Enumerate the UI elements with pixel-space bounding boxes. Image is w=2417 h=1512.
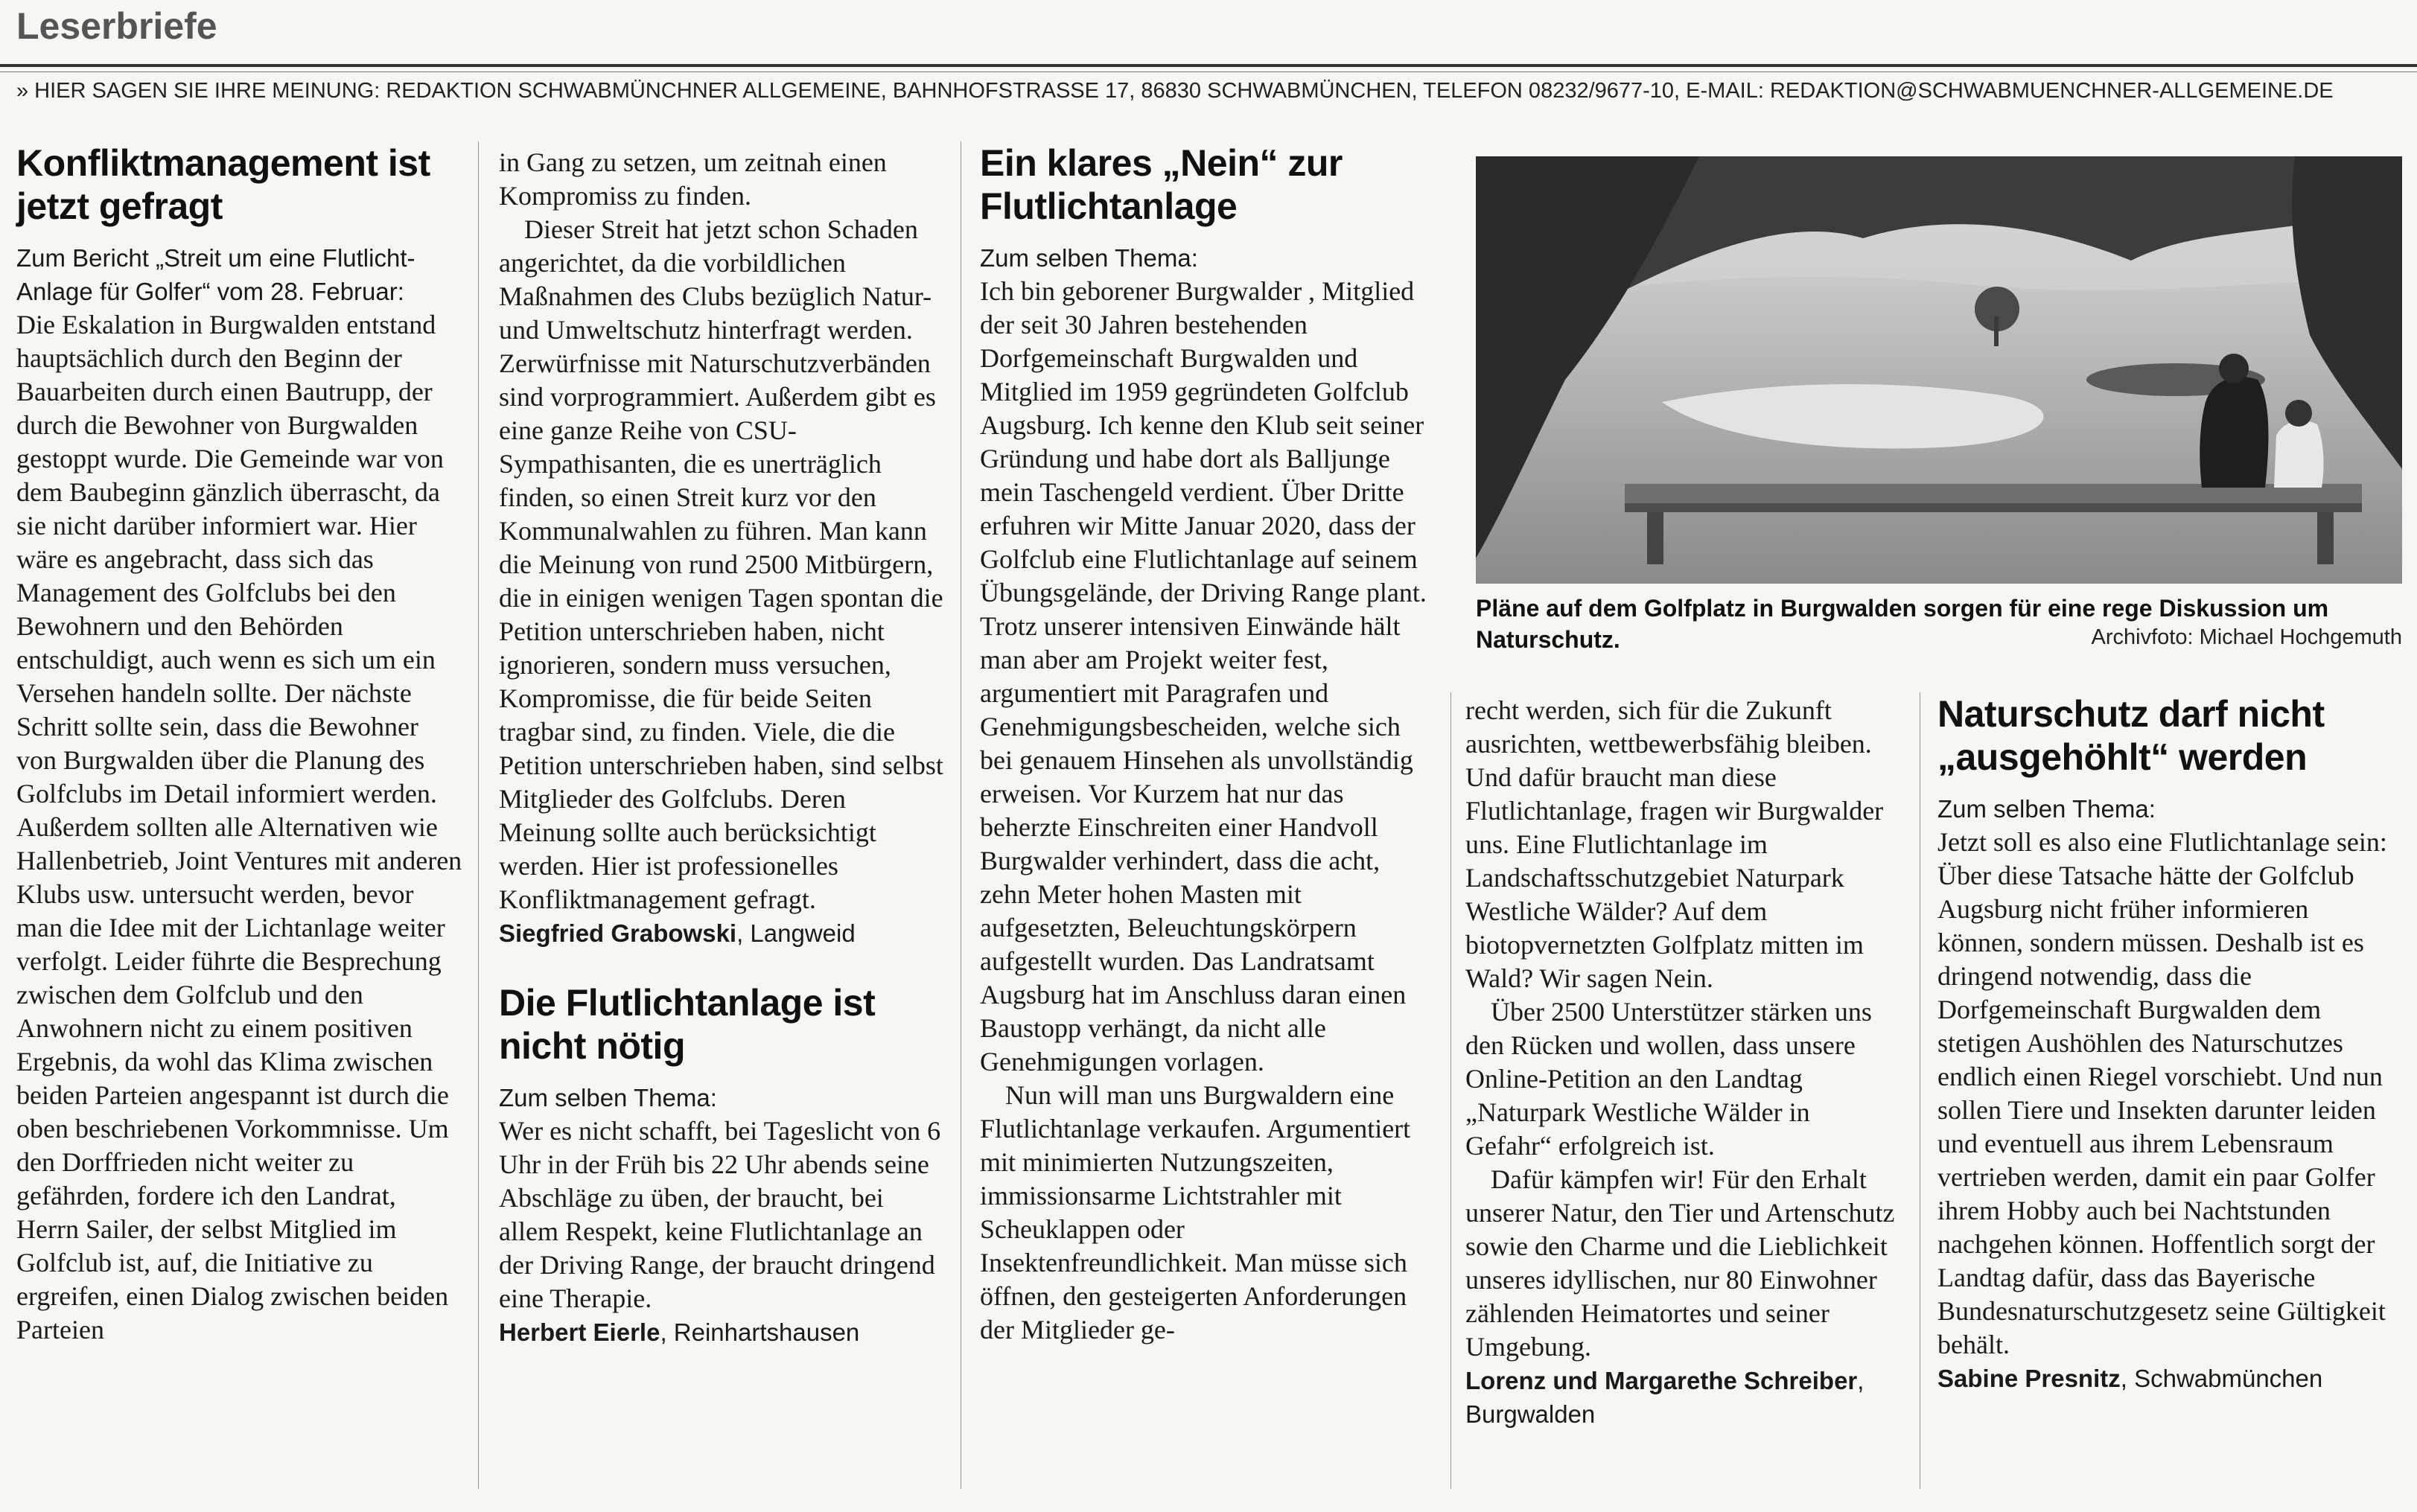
body-letter-3-part-1: Ich bin geborener Burgwalder , Mitglied der seit 30 Jahren bestehenden Dorfgemeinschaft Burgwalden und Mitglied im 1959 gegründeten Golfclub Augsburg. Ich kenne den Klub seit seiner Gründung und habe dort als Balljunge mein Taschengeld verdient. Über Dritte erfuhren wir Mitte Januar 2020, dass der Golfclub eine Flutlichtanlage auf seinem Übungsgelände, der Driving Range plant. Trotz unserer intensiven Einwände hält man aber am Projekt weiter fest, argumentiert mit Paragrafen und Genehmigungsbescheiden, welche sich bei genauem Hinsehen als unvollständig erweisen. Vor Kurzem hat nur das beherzte Einschreiten einer Handvoll Burgwalder verhindert, dass die acht, zehn Meter hohen Masten mit aufgesetzten, Beleuchtungskörpern aufgestellt wurden. Das Landratsamt Augsburg hat im Anschluss daran einen Baustopp verhängt, da nicht alle Genehmigungen vorlagen. (980, 276, 1427, 1076)
photo-illustration (1476, 156, 2402, 584)
body-letter-3-part-3: recht werden, sich für die Zukunft ausrichten, wettbewerbsfähig bleiben. Und dafür braucht man diese Flutlichtanlage, fragen wir Burgwalder uns. Eine Flutlichtanlage im Landschaftsschutzgebiet Naturpark Westliche Wälder? Auf dem biotopvernetzten Golfplatz mitten im Wald? Wir sagen Nein. (1465, 695, 1884, 993)
author-letter-1 (499, 916, 946, 950)
header-rule-thin (0, 71, 2417, 72)
author-place2-letter-3: Burgwalden (1465, 1400, 1596, 1428)
body-letter-4: Jetzt soll es also eine Flutlichtanlage sein: Über diese Tatsache hätte der Golfclub Augsburg nicht früher informieren können, sondern müssen. Deshalb ist es dringend notwendig, dass die Dorfgemeinschaft Burgwalden dem stetigen Aushöhlen des Naturschutzes endlich einen Riegel vorschiebt. Und nun sollen Tiere und Insekten darunter leiden und eventuell aus ihrem Lebensraum vertrieben werden, damit ein paar Golfer ihrem Hobby auch bei Nachtstunden nachgehen können. Hoffentlich sorgt der Landtag dafür, dass das Bayerische Bundesnaturschutzgesetz seine Gültigkeit behält. (1937, 827, 2387, 1359)
intro-letter-1: Zum Bericht „Streit um eine Flutlicht-Anlage für Golfer“ vom 28. Februar: (16, 244, 415, 305)
column-4 (1465, 694, 1902, 1431)
body-letter-3-part-5: Dafür kämpfen wir! Für den Erhalt unserer Natur, den Tier und Artenschutz sowie den Charme und die Lieblichkeit unseres idyllischen, nur 80 Einwohner zählenden Heimatortes und seiner Umgebung. (1465, 1164, 1895, 1362)
photo-caption: Pläne auf dem Golfplatz in Burgwalden sorgen für eine rege Diskussion um Naturschutz. (1476, 595, 2329, 653)
headline-letter-1: Konfliktmanagement ist jetzt gefragt (16, 142, 430, 227)
column-rule-1 (478, 141, 479, 1489)
author-name-letter-1: Siegfried Grabowski (499, 919, 737, 947)
column-5 (1937, 692, 2399, 1395)
headline-letter-3: Ein klares „Nein“ zur Flutlichtanlage (980, 142, 1343, 227)
body-letter-3-part-4: Über 2500 Unterstützer stärken uns den Rücken und wollen, dass unsere Online-Petition an den Landtag „Naturpark Westliche Wälder in Gefahr“ erfolgreich ist. (1465, 997, 1872, 1161)
author-place-letter-1: , Langweid (736, 919, 856, 947)
intro-letter-3: Zum selben Thema: (980, 244, 1198, 272)
body-letter-1-part-1: Die Eskalation in Burgwalden entstand hauptsächlich durch den Beginn der Bauarbeiten durch einen Bautrupp, der durch die Bewohner von Burgwalden gestoppt wurde. Die Gemeinde war von dem Baubeginn gänzlich überrascht, da sie nicht darüber informiert war. Hier wäre es angebracht, dass sich das Management des Golfclubs bei den Bewohnern und den Behörden entschuldigt, auch wenn es sich um ein Versehen handeln sollte. Der nächste Schritt sollte sein, dass die Bewohner von Burgwalden über die Planung des Golfclubs im Detail informiert werden. Außerdem sollten alle Alternativen wie Hallenbetrieb, Joint Ventures mit anderen Klubs usw. untersucht werden, bevor man die Idee mit der Lichtanlage weiter verfolgt. Leider führte die Besprechung zwischen dem Golfclub und den Anwohnern nicht zu einem positiven Ergebnis, da wohl das Klima zwischen beiden Parteien angespannt ist durch die oben beschriebenen Vorkommnisse. Um den Dorffrieden nicht weiter zu gefährden, fordere ich den Landrat, Herrn Sailer, der selbst Mitglied im Golfclub ist, auf, die Initiative zu ergreifen, einen Dialog zwischen beiden Parteien (16, 310, 462, 1344)
section-title: Leserbriefe (16, 5, 217, 47)
author-name-letter-3: Lorenz und Margarethe Schreiber (1465, 1367, 1858, 1394)
author-letter-4 (1937, 1362, 2399, 1395)
contact-infoline: » HIER SAGEN SIE IHRE MEINUNG: REDAKTION SCHWABMÜNCHNER ALLGEMEINE, BAHNHOFSTRASSE 17, 86830 SCHWABMÜNCHEN, TELEFON 08232/9677-10, E-MAIL: REDAKTION@SCHWABMUENCHNER-ALLGEMEINE.DE (16, 79, 2334, 103)
body-letter-1-part-2: in Gang zu setzen, um zeitnah einen Kompromiss zu finden. (499, 147, 887, 211)
column-2 (499, 146, 946, 1349)
column-3 (980, 141, 1434, 1347)
body-letter-2: Wer es nicht schafft, bei Tageslicht von 6 Uhr in der Früh bis 22 Uhr abends seine Abschläge zu üben, der braucht, bei allem Respekt, keine Flutlichtanlage an der Driving Range, der braucht dringend eine Therapie. (499, 1116, 941, 1313)
author-place-letter-2: , Reinhartshausen (660, 1318, 860, 1346)
header-rule (0, 64, 2417, 67)
intro-letter-4: Zum selben Thema: (1937, 795, 2156, 823)
photo-credit: Archivfoto: Michael Hochgemuth (2091, 625, 2402, 649)
intro-letter-2: Zum selben Thema: (499, 1084, 717, 1111)
author-letter-3 (1465, 1364, 1902, 1431)
author-letter-2 (499, 1315, 946, 1349)
column-1 (16, 141, 463, 1347)
author-place-letter-3: , (1857, 1367, 1865, 1394)
author-place-letter-4: , Schwabmünchen (2120, 1365, 2323, 1392)
column-rule-3 (1450, 692, 1451, 1489)
author-name-letter-4: Sabine Presnitz (1937, 1365, 2121, 1392)
body-letter-3-part-2: Nun will man uns Burgwaldern eine Flutlichtanlage verkaufen. Argumentiert mit minimierten Nutzungszeiten, immissionsarme Lichtstrahler mit Scheuklappen oder Insektenfreundlichkeit. Man müsse sich öffnen, den gesteigerten Anforderungen der Mitglieder ge- (980, 1080, 1411, 1344)
body-letter-1-part-3: Dieser Streit hat jetzt schon Schaden angerichtet, da die vorbildlichen Maßnahmen des Clubs bezüglich Natur- und Umweltschutz hinterfragt werden. Zerwürfnisse mit Naturschutzverbänden sind vorprogrammiert. Außerdem gibt es eine ganze Reihe von CSU-Sympathisanten, die es unerträglich finden, so einen Streit kurz vor den Kommunalwahlen zu führen. Man kann die Meinung von rund 2500 Mitbürgern, die in einigen wenigen Tagen spontan die Petition unterschrieben haben, nicht ignorieren, sondern muss versuchen, Kompromisse, die für beide Seiten tragbar sind, zu finden. Viele, die die Petition unterschrieben haben, sind selbst Mitglieder des Golfclubs. Deren Meinung sollte auch berücksichtigt werden. Hier ist professionelles Konfliktmanagement gefragt. (499, 214, 943, 914)
author-name-letter-2: Herbert Eierle (499, 1318, 660, 1346)
golf-course-photo (1476, 156, 2402, 584)
headline-letter-4: Naturschutz darf nicht „ausgehöhlt“ werden (1937, 693, 2325, 778)
headline-letter-2: Die Flutlichtanlage ist nicht nötig (499, 982, 876, 1067)
